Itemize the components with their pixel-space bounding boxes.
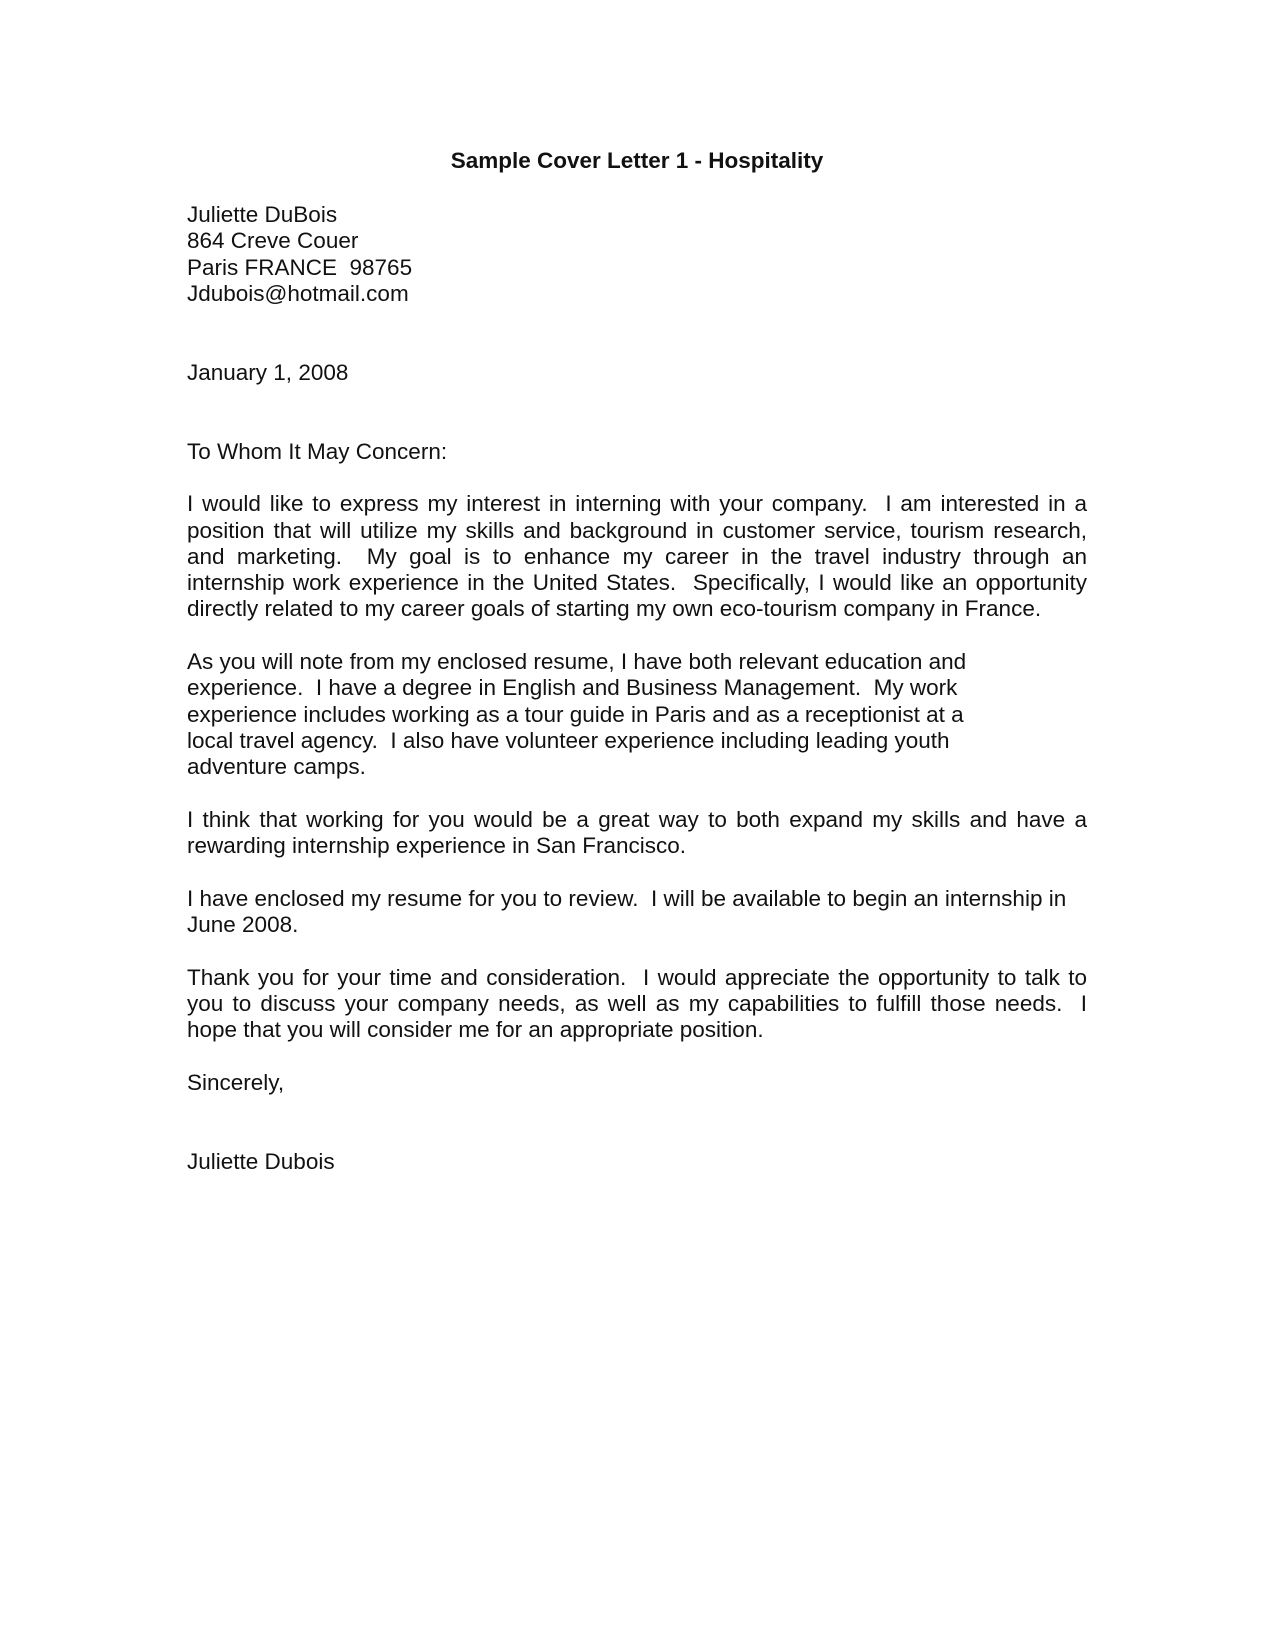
sender-address bbox=[187, 202, 1087, 307]
closing: Sincerely, bbox=[187, 1069, 285, 1095]
salutation: To Whom It May Concern: bbox=[187, 438, 448, 464]
sender-name: Juliette DuBois bbox=[187, 202, 338, 227]
paragraph-5: Thank you for your time and consideration. I would appreciate the opportunity to talk to you to discuss your company needs, as well as my capabilities to fulfill those needs. I hope that you will consider me for an appropriate position. bbox=[187, 964, 1094, 1043]
paragraph-1: I would like to express my interest in interning with your company. I am interested in a position that will utilize my skills and background in customer service, tourism research, and marketing. My goal is to enhance my career in the travel industry through an internship work experience in the United States. Specifically, I would like an opportunity directly related to my career goals of starting my own eco-tourism company in France. bbox=[187, 491, 1094, 622]
paragraph-4: I have enclosed my resume for you to review. I will be available to begin an internship in June 2008. bbox=[187, 885, 1073, 938]
sender-street: 864 Creve Couer bbox=[187, 228, 359, 254]
sender-email: Jdubois@hotmail.com bbox=[187, 280, 409, 306]
paragraph-2: As you will note from my enclosed resume, I have both relevant education and experience. I have a degree in English and Business Management. My work experience includes working as a tour guide in Paris and as a receptionist at a local travel agency. I also have volunteer experience including leading youth adventure camps. bbox=[187, 649, 973, 780]
paragraph-3: I think that working for you would be a great way to both expand my skills and have a rewarding internship experience in San Francisco. bbox=[187, 806, 1094, 859]
document-title: Sample Cover Letter 1 - Hospitality bbox=[450, 148, 824, 173]
letter-body bbox=[187, 202, 1094, 1175]
signature: Juliette Dubois bbox=[187, 1148, 335, 1174]
letter-date: January 1, 2008 bbox=[187, 359, 349, 385]
sender-city: Paris FRANCE 98765 bbox=[187, 254, 413, 280]
